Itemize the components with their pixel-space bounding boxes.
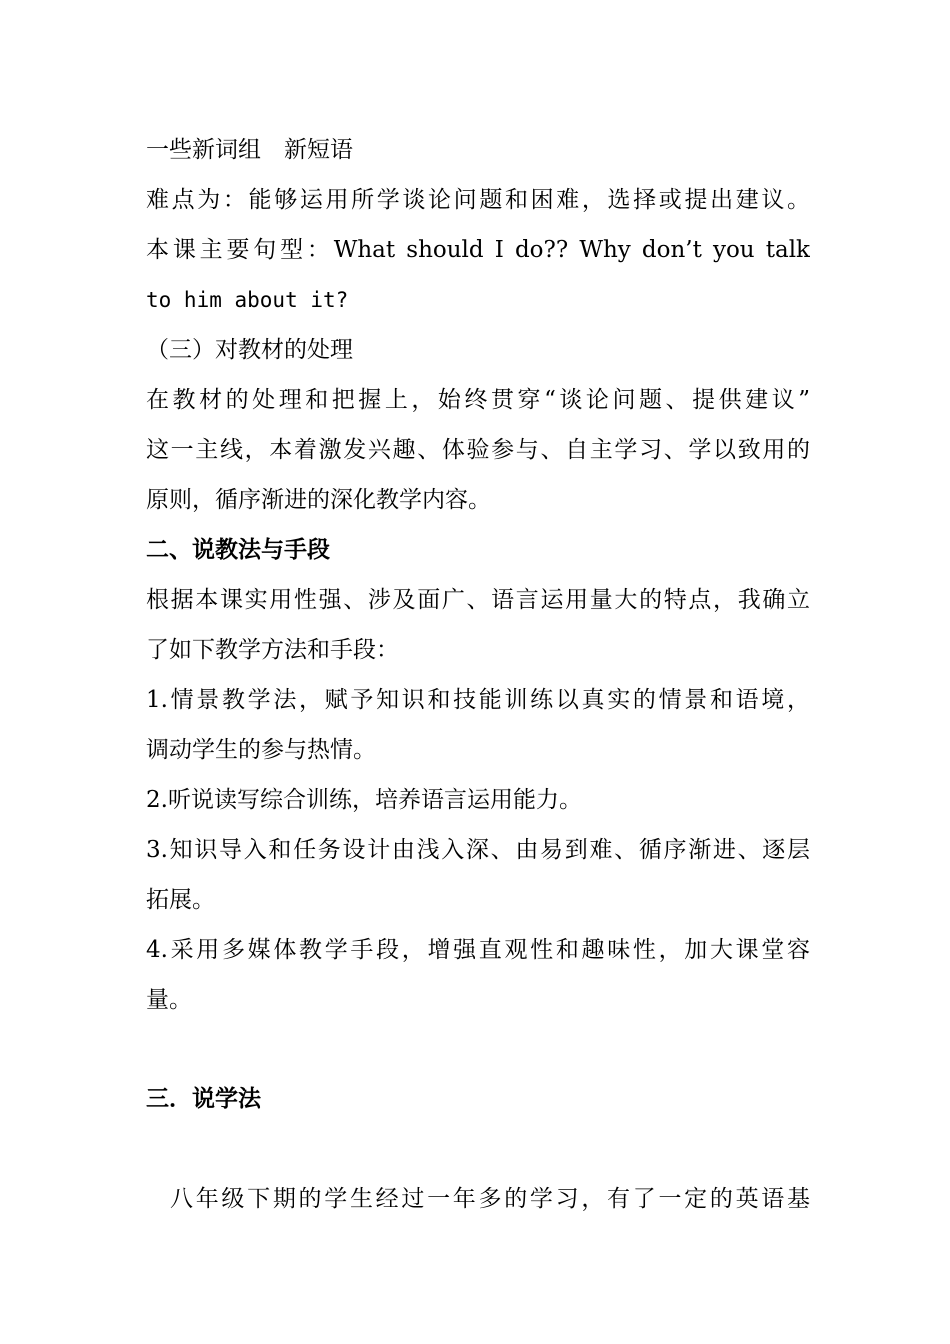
text-line-sentence-pattern-cont: to him about it? <box>146 288 349 312</box>
heading-learning-methods: 三．说学法 <box>146 1086 261 1112</box>
list-item-method-1-cont: 调动学生的参与热情。 <box>146 737 376 763</box>
subheading-textbook-handling: （三）对教材的处理 <box>146 337 353 363</box>
list-item-method-1: 1.情景教学法，赋予知识和技能训练以真实的情景和语境， <box>146 687 810 713</box>
text-line-handling-3: 原则，循序渐进的深化教学内容。 <box>146 487 491 513</box>
list-item-method-4-cont: 量。 <box>146 987 192 1013</box>
list-item-method-3: 3.知识导入和任务设计由浅入深、由易到难、循序渐进、逐层 <box>146 837 810 863</box>
list-item-method-3-cont: 拓展。 <box>146 887 215 913</box>
list-item-method-2: 2.听说读写综合训练，培养语言运用能力。 <box>146 787 582 813</box>
sentence-pattern-text: 本课主要句型：What should I do?? Why don’t you talk <box>146 237 810 263</box>
text-line-difficulty: 难点为：能够运用所学谈论问题和困难，选择或提出建议。 <box>146 187 810 213</box>
text-line-sentence-pattern <box>146 235 810 265</box>
text-line-handling-1: 在教材的处理和把握上，始终贯穿“谈论问题、提供建议” <box>146 387 810 413</box>
list-item-method-4: 4.采用多媒体教学手段，增强直观性和趣味性，加大课堂容 <box>146 937 810 963</box>
text-line-methods-intro-2: 了如下教学方法和手段： <box>146 637 399 663</box>
text-line-new-phrases: 一些新词组 新短语 <box>146 137 353 163</box>
text-line-students-intro: 八年级下期的学生经过一年多的学习，有了一定的英语基 <box>170 1186 810 1212</box>
text-line-handling-2: 这一主线，本着激发兴趣、体验参与、自主学习、学以致用的 <box>146 437 810 463</box>
text-line-methods-intro-1: 根据本课实用性强、涉及面广、语言运用量大的特点，我确立 <box>146 587 810 613</box>
heading-teaching-methods: 二、说教法与手段 <box>146 537 330 563</box>
